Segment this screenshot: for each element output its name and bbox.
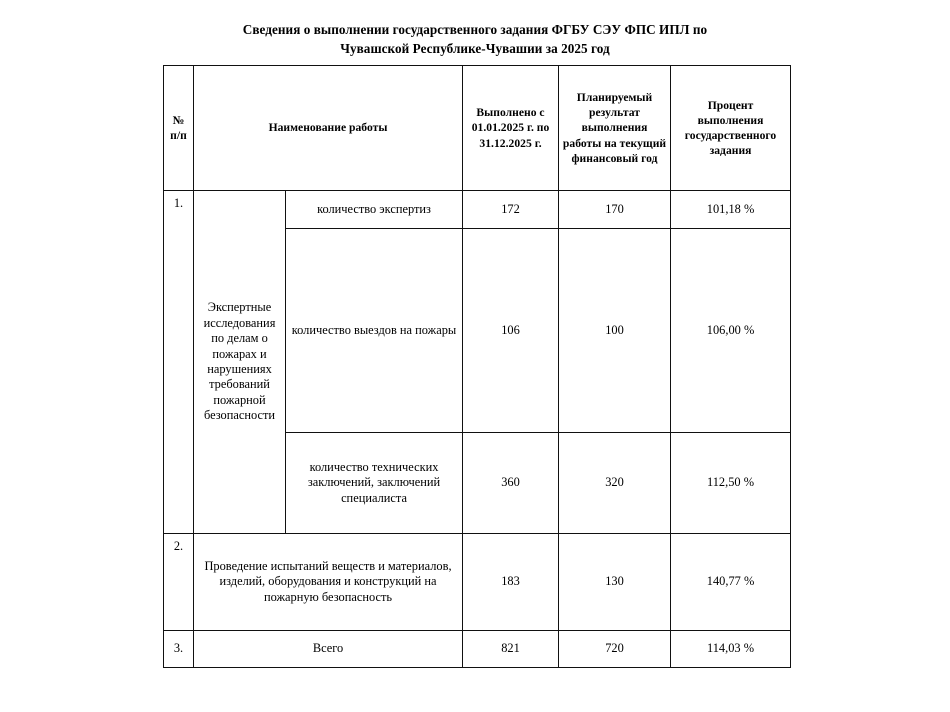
column-header-number-line2: п/п [170,129,187,142]
row-subname-1-3: количество технических заключений, заключений специалиста [286,433,463,534]
table-row-total [164,631,791,668]
column-header-completed: Выполнено с 01.01.2025 г. по 31.12.2025 г. [463,66,559,191]
row-number-2: 2. [164,534,194,631]
column-header-percent: Процент выполнения государственного задания [671,66,791,191]
row-planned-1-1: 170 [559,191,671,229]
report-table [163,65,791,668]
row-completed-1-1: 172 [463,191,559,229]
row-percent-1-1: 101,18 % [671,191,791,229]
row-completed-total: 821 [463,631,559,668]
row-planned-total: 720 [559,631,671,668]
row-completed-1-2: 106 [463,229,559,433]
row-percent-1-2: 106,00 % [671,229,791,433]
column-header-number [164,66,194,191]
row-number-1: 1. [164,191,194,534]
page-title [175,20,775,58]
row-percent-total: 114,03 % [671,631,791,668]
row-completed-2: 183 [463,534,559,631]
row-percent-1-3: 112,50 % [671,433,791,534]
table-header [164,66,791,191]
row-percent-2: 140,77 % [671,534,791,631]
table-row [164,534,791,631]
row-name-2: Проведение испытаний веществ и материалов, изделий, оборудования и конструкций на пожарную безопасность [194,534,463,631]
row-name-1: Экспертные исследования по делам о пожарах и нарушениях требований пожарной безопасности [194,191,286,534]
row-planned-1-2: 100 [559,229,671,433]
report-table-container [163,65,790,668]
row-completed-1-3: 360 [463,433,559,534]
row-subname-1-1: количество экспертиз [286,191,463,229]
page-title-line-1: Сведения о выполнении государственного задания ФГБУ СЭУ ФПС ИПЛ по [242,22,708,37]
row-subname-1-2: количество выездов на пожары [286,229,463,433]
table-row [164,191,791,229]
row-number-3: 3. [164,631,194,668]
column-header-planned: Планируемый результат выполнения работы на текущий финансовый год [559,66,671,191]
table-body [164,191,791,668]
page-title-line-2: Чувашской Республике-Чувашии за 2025 год [340,41,610,56]
row-planned-2: 130 [559,534,671,631]
column-header-number-line1: № [172,113,185,127]
column-header-work-name: Наименование работы [194,66,463,191]
row-planned-1-3: 320 [559,433,671,534]
row-name-total: Всего [194,631,463,668]
table-header-row [164,66,791,191]
